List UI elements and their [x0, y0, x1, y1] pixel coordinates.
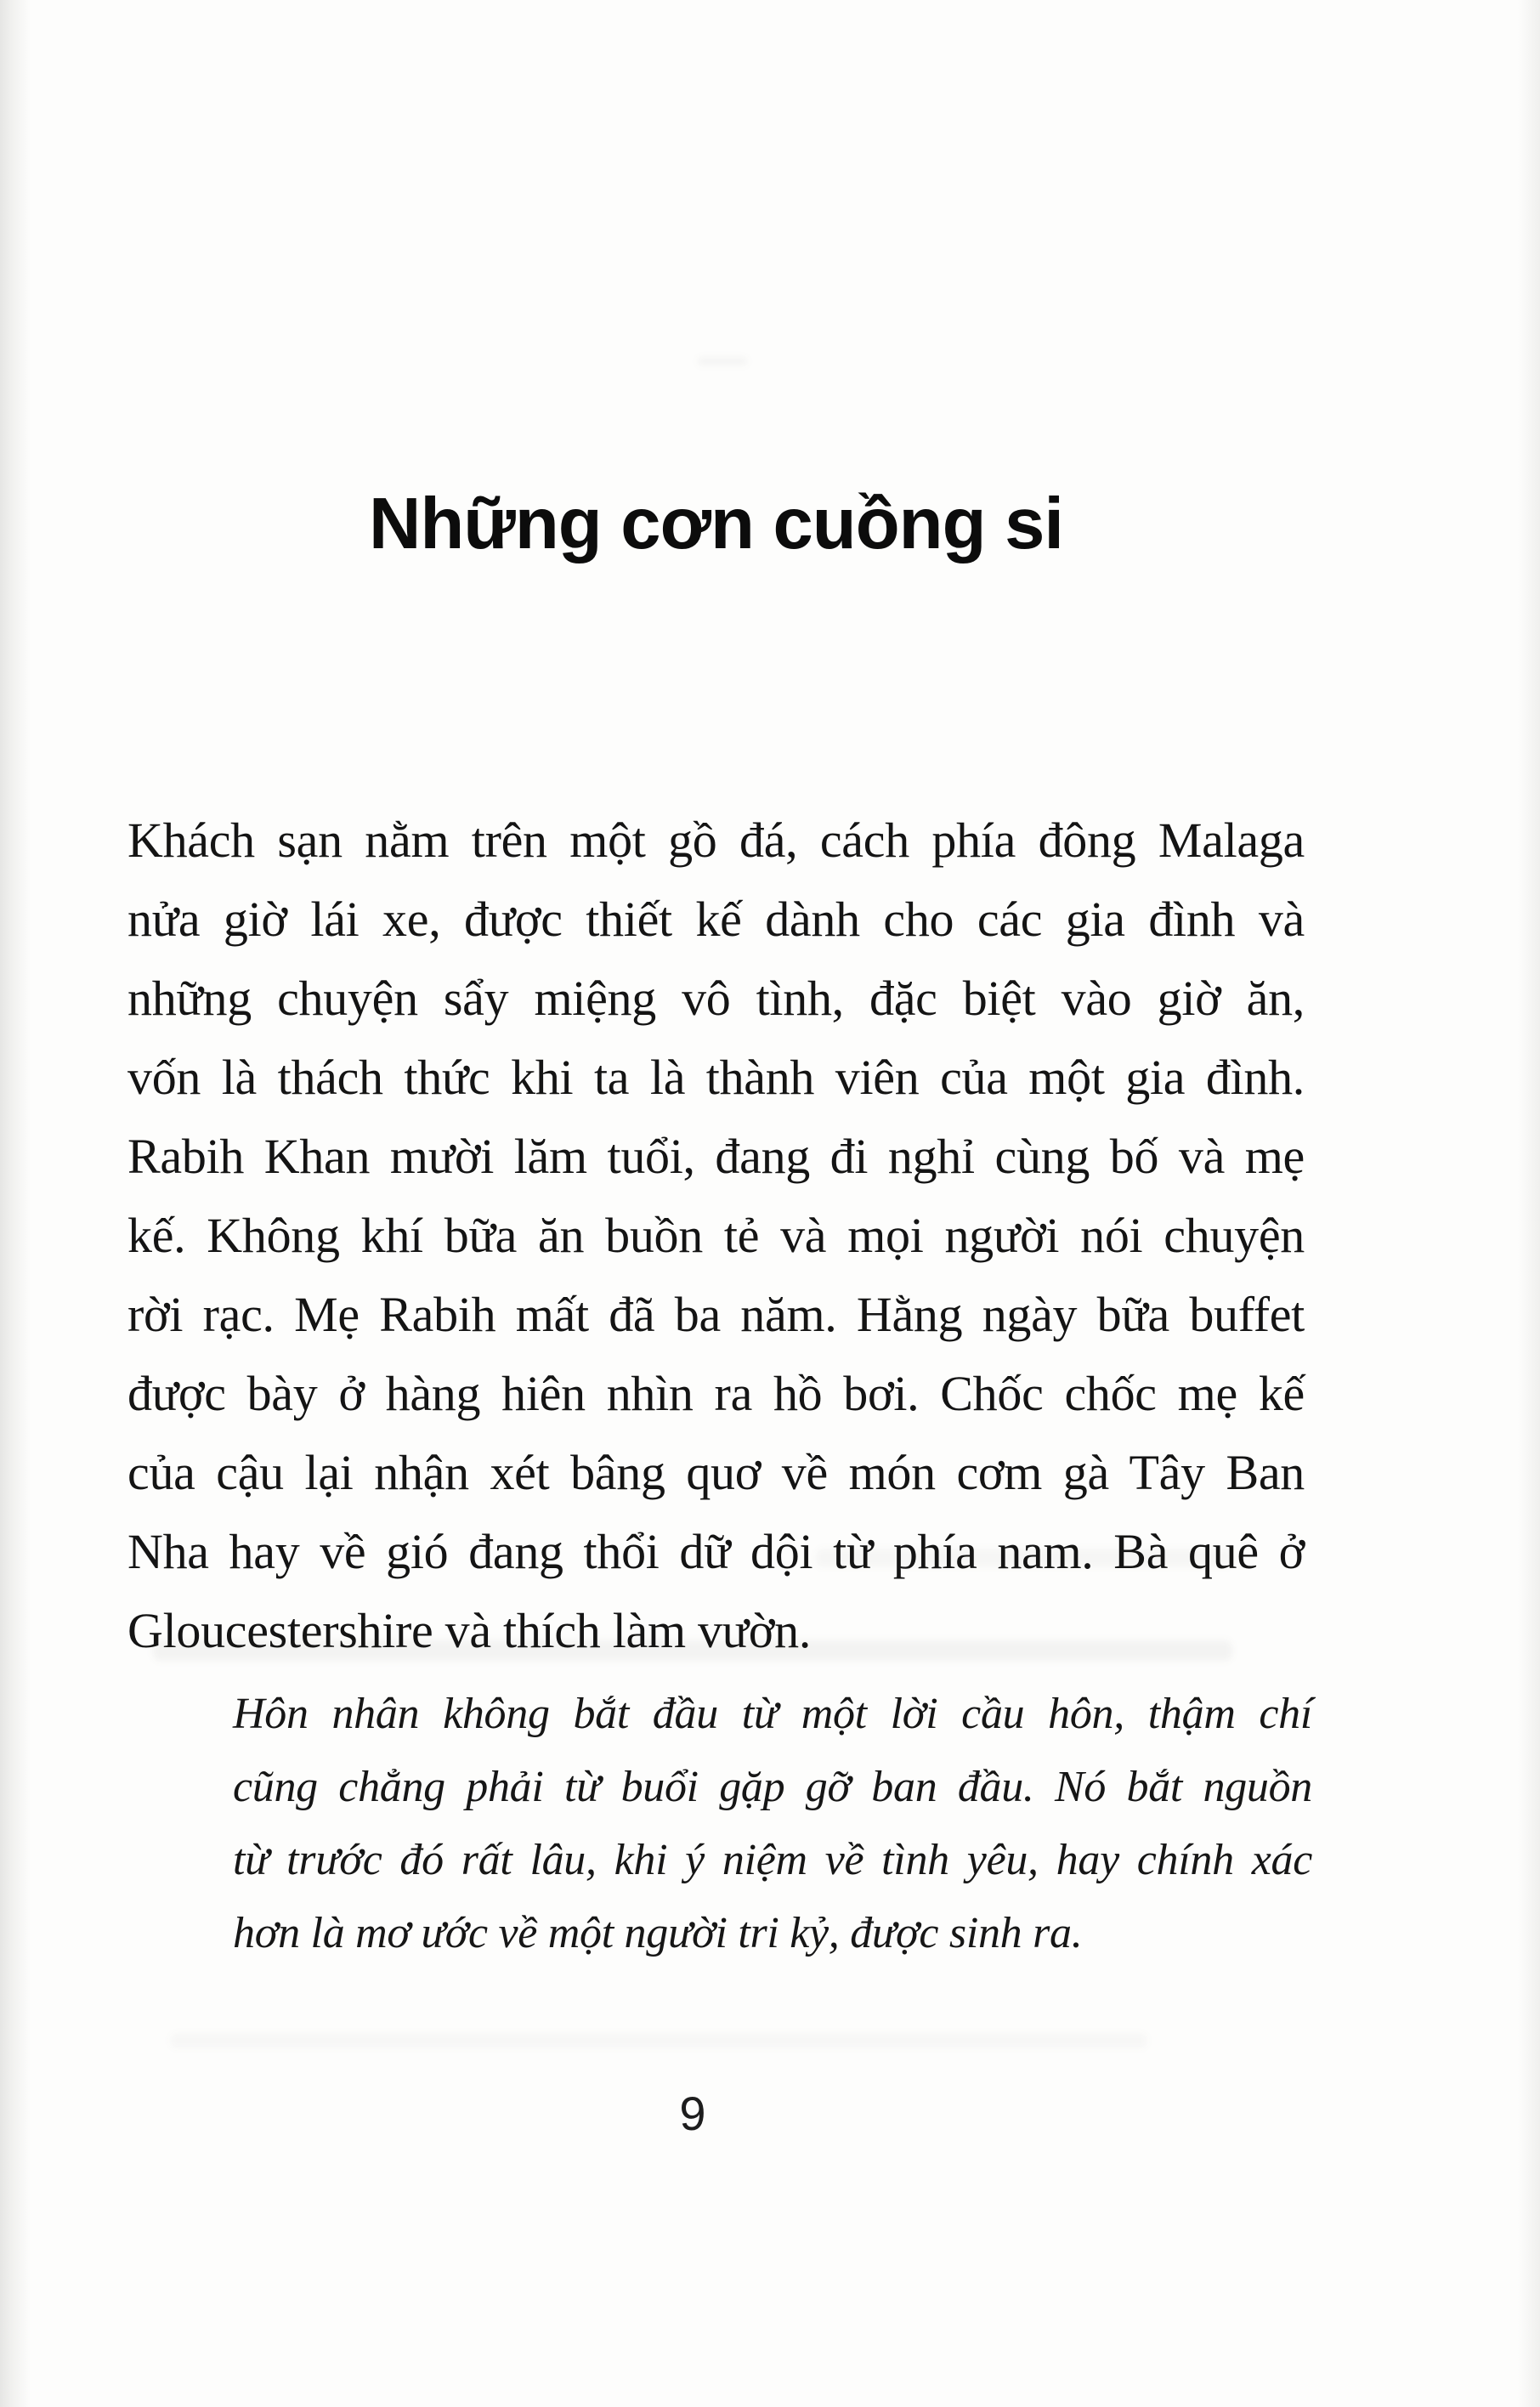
show-through-artifact	[170, 2033, 1147, 2048]
binding-shadow	[0, 0, 31, 2407]
paragraph-line-last: Gloucestershire và thích làm vườn.	[127, 1603, 812, 1658]
paragraph-line: Rabih Khan mười lăm tuổi, đang đi nghỉ cùng bố và mẹ	[127, 1129, 1305, 1184]
paragraph-line: rời rạc. Mẹ Rabih mất đã ba năm. Hằng ngày bữa buffet	[127, 1287, 1305, 1342]
quote-line: cũng chẳng phải từ buổi gặp gỡ ban đầu. Nó bắt nguồn	[233, 1763, 1312, 1811]
paragraph-line: kế. Không khí bữa ăn buồn tẻ và mọi người nói chuyện	[127, 1208, 1305, 1263]
paragraph-line: Nha hay về gió đang thổi dữ dội từ phía nam. Bà quê ở	[127, 1524, 1305, 1579]
paragraph-line: Khách sạn nằm trên một gồ đá, cách phía đông Malaga	[127, 813, 1305, 868]
body-paragraph	[127, 801, 1305, 1670]
paragraph-line: những chuyện sẩy miệng vô tình, đặc biệt vào giờ ăn,	[127, 971, 1305, 1026]
page-edge-ghosting	[1518, 0, 1540, 2407]
paragraph-line: vốn là thách thức khi ta là thành viên của một gia đình.	[127, 1050, 1305, 1105]
italic-quote	[233, 1678, 1312, 1970]
quote-line: từ trước đó rất lâu, khi ý niệm về tình yêu, hay chính xác	[233, 1836, 1312, 1884]
paragraph-line: nửa giờ lái xe, được thiết kế dành cho các gia đình và	[127, 892, 1305, 947]
page-number: 9	[679, 2087, 706, 2140]
quote-line-last: hơn là mơ ước về một người tri kỷ, được sinh ra.	[233, 1909, 1083, 1957]
paragraph-line: được bày ở hàng hiên nhìn ra hồ bơi. Chốc chốc mẹ kế	[127, 1366, 1305, 1421]
quote-line: Hôn nhân không bắt đầu từ một lời cầu hôn, thậm chí	[233, 1690, 1312, 1738]
chapter-title: Những cơn cuồng si	[368, 484, 1064, 564]
scan-speck-artifact	[697, 357, 748, 365]
paragraph-line: của cậu lại nhận xét bâng quơ về món cơm gà Tây Ban	[127, 1445, 1305, 1500]
